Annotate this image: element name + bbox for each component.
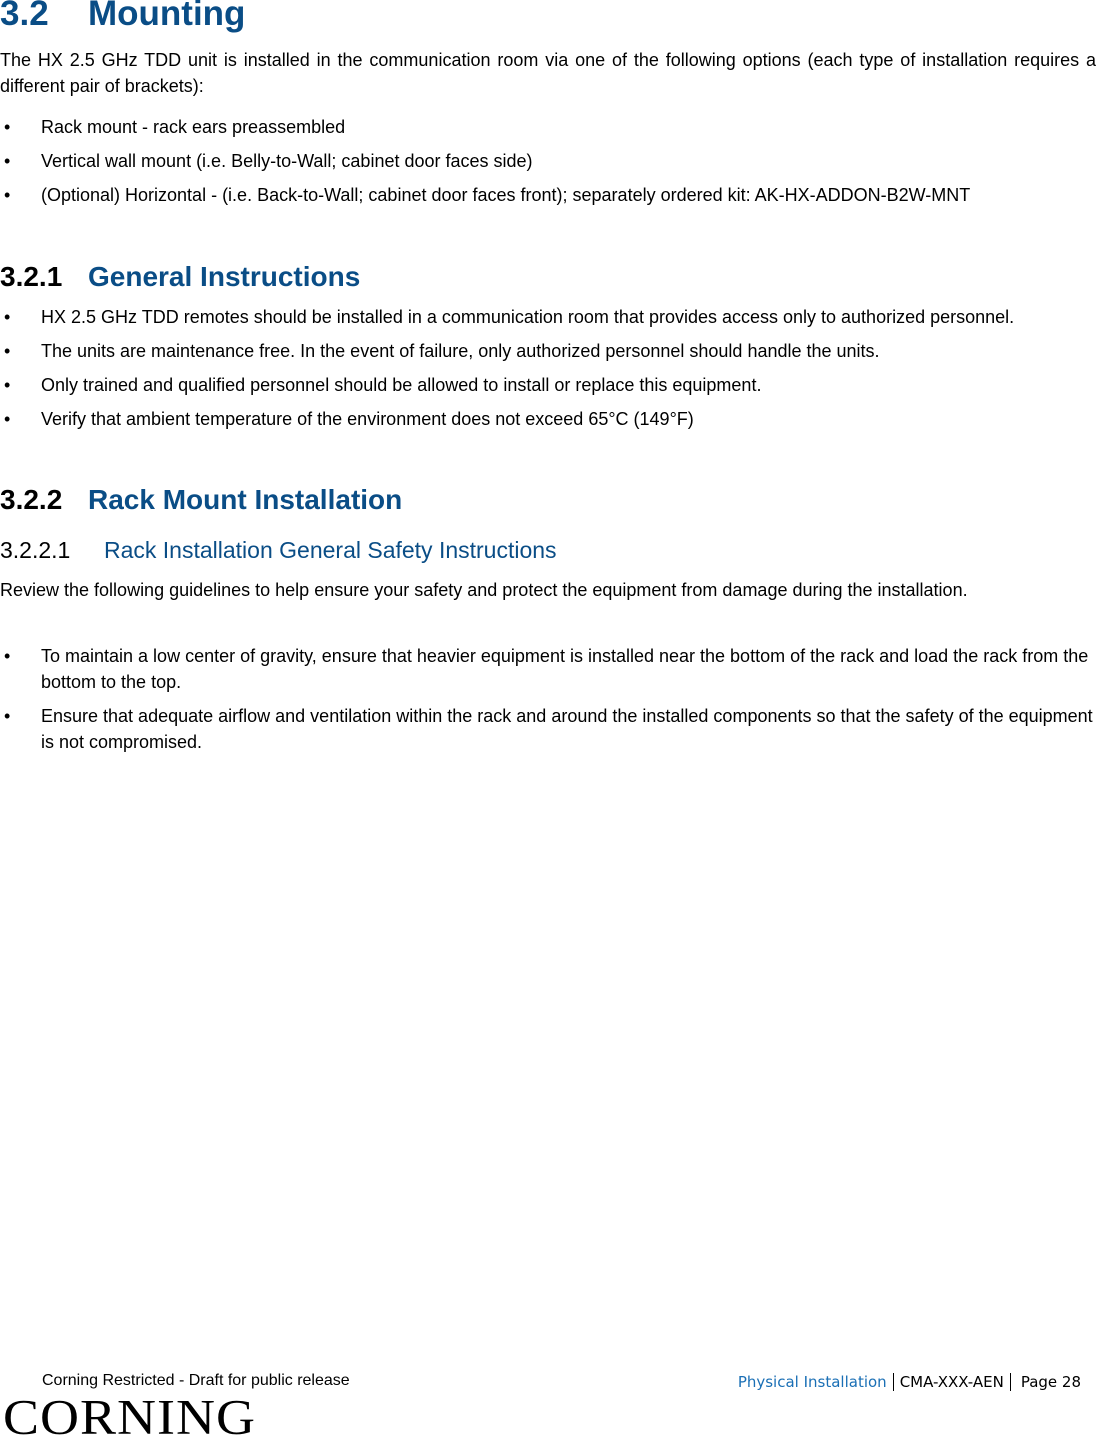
bullet-icon: •	[4, 307, 11, 327]
page-footer	[0, 1368, 1097, 1444]
list-item: • Vertical wall mount (i.e. Belly-to-Wall; cabinet door faces side)	[0, 148, 1097, 174]
section-number: 3.2	[0, 0, 49, 33]
section-title: Mounting	[88, 0, 246, 33]
footer-page-number: Page 28	[1020, 1373, 1081, 1391]
restriction-notice: Corning Restricted - Draft for public release	[42, 1372, 350, 1389]
subsection-number: 3.2.1	[0, 261, 63, 292]
footer-document-id: CMA-XXX-AEN	[894, 1373, 1011, 1391]
list-item: • (Optional) Horizontal - (i.e. Back-to-Wall; cabinet door faces front); separately ordered kit: AK-HX-ADDON-B2W-MNT	[0, 182, 1097, 208]
footer-section-name: Physical Installation	[738, 1373, 894, 1391]
general-instructions-list	[0, 304, 1097, 432]
subsubsection-heading-safety	[0, 537, 557, 564]
mounting-options-list	[0, 114, 1097, 208]
bullet-icon: •	[4, 706, 11, 726]
list-item: • To maintain a low center of gravity, ensure that heavier equipment is installed near the bottom of the rack and load the rack from the bottom to the top.	[0, 643, 1097, 695]
subsection-title: General Instructions	[88, 261, 361, 292]
subsubsection-title: Rack Installation General Safety Instructions	[104, 537, 557, 563]
subsection-heading-rack	[0, 484, 402, 516]
list-item: • Ensure that adequate airflow and ventilation within the rack and around the installed components so that the safety of the equipment is not compromised.	[0, 703, 1097, 755]
subsection-number: 3.2.2	[0, 484, 63, 515]
list-item: • HX 2.5 GHz TDD remotes should be installed in a communication room that provides access only to authorized personnel.	[0, 304, 1097, 330]
footer-meta	[738, 1373, 1081, 1391]
bullet-icon: •	[4, 409, 11, 429]
section-heading	[0, 0, 245, 34]
safety-intro: Review the following guidelines to help ensure your safety and protect the equipment from damage during the installation.	[0, 580, 968, 600]
subsection-heading-general	[0, 261, 360, 293]
bullet-icon: •	[4, 117, 11, 137]
list-item: • Only trained and qualified personnel should be allowed to install or replace this equipment.	[0, 372, 1097, 398]
bullet-icon: •	[4, 646, 11, 666]
subsection-title: Rack Mount Installation	[88, 484, 403, 515]
list-item: • The units are maintenance free. In the event of failure, only authorized personnel should handle the units.	[0, 338, 1097, 364]
bullet-icon: •	[4, 341, 11, 361]
list-item: • Verify that ambient temperature of the environment does not exceed 65°C (149°F)	[0, 406, 1097, 432]
bullet-icon: •	[4, 185, 11, 205]
corning-logo: CORNING	[3, 1389, 257, 1444]
bullet-icon: •	[4, 151, 11, 171]
safety-instructions-list	[0, 643, 1097, 755]
list-item: • Rack mount - rack ears preassembled	[0, 114, 1097, 140]
bullet-icon: •	[4, 375, 11, 395]
subsubsection-number: 3.2.2.1	[0, 537, 71, 563]
section-intro: The HX 2.5 GHz TDD unit is installed in the communication room via one of the following options (each type of installation requires a different pair of brackets):	[0, 50, 1096, 96]
